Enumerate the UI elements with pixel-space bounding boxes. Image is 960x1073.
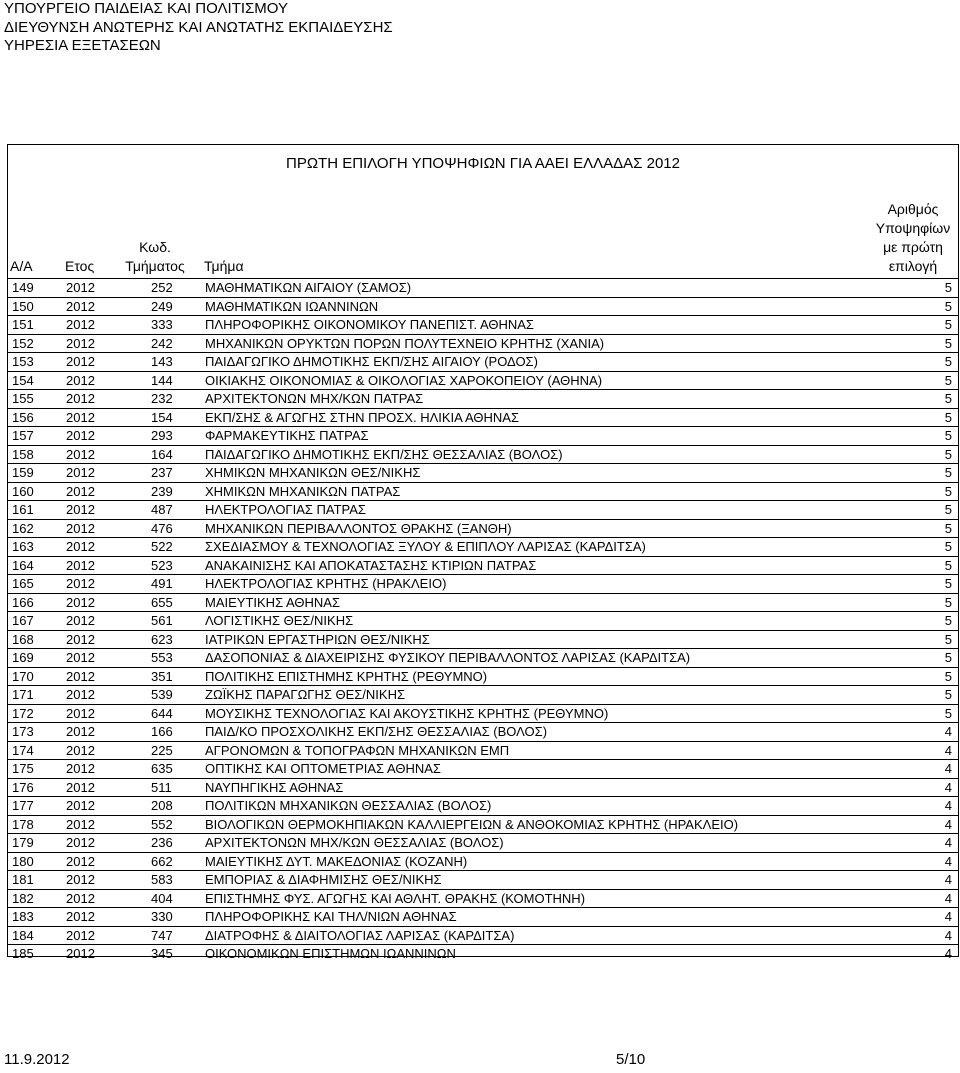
row-code: 655 [151,594,173,610]
row-count: 5 [944,520,952,536]
row-year: 2012 [66,909,95,924]
row-count: 5 [944,372,952,388]
row-aa: 152 [12,335,34,351]
row-count: 4 [944,761,952,776]
row-code: 561 [151,613,173,628]
row-aa: 161 [12,502,34,517]
table-row [8,298,958,317]
row-aa: 154 [12,372,34,388]
row-department: ΟΙΚΟΝΟΜΙΚΩΝ ΕΠΙΣΤΗΜΩΝ ΙΩΑΝΝΙΝΩΝ [205,946,456,961]
row-count: 4 [944,872,952,887]
row-year: 2012 [66,280,95,295]
column-header-year: Ετος [65,258,95,274]
row-year: 2012 [66,594,95,610]
row-count: 4 [944,890,952,906]
row-count: 4 [944,835,952,850]
row-code: 345 [151,946,173,961]
row-aa: 182 [12,890,34,906]
row-aa: 179 [12,835,34,850]
row-count: 5 [944,317,952,332]
row-code: 225 [151,742,173,758]
table-row [8,594,958,613]
row-aa: 157 [12,428,34,443]
column-header-count-line4: επιλογή [888,258,938,274]
row-count: 5 [944,483,952,499]
row-year: 2012 [66,724,95,739]
row-year: 2012 [66,927,95,943]
row-department: ΛΟΓΙΣΤΙΚΗΣ ΘΕΣ/ΝΙΚΗΣ [205,613,354,628]
table-row [8,612,958,631]
table-row [8,631,958,650]
row-code: 333 [151,317,173,332]
row-aa: 176 [12,779,34,795]
table-row [8,760,958,779]
row-count: 4 [944,946,952,961]
row-year: 2012 [66,446,95,462]
row-code: 635 [151,761,173,776]
row-code: 644 [151,705,173,721]
table-row [8,464,958,483]
row-code: 522 [151,539,173,554]
row-year: 2012 [66,557,95,573]
row-code: 623 [151,631,173,647]
row-code: 330 [151,909,173,924]
table-row [8,427,958,446]
row-aa: 166 [12,594,34,610]
table-row [8,483,958,502]
row-count: 5 [944,576,952,591]
table-row [8,575,958,594]
table-row [8,723,958,742]
row-department: ΠΛΗΡΟΦΟΡΙΚΗΣ ΚΑΙ ΤΗΛ/ΝΙΩΝ ΑΘΗΝΑΣ [205,909,457,924]
row-count: 5 [944,298,952,314]
row-aa: 165 [12,576,34,591]
column-header-code-line2: Τμήματος [125,258,185,274]
row-department: ΜΑΘΗΜΑΤΙΚΩΝ ΑΙΓΑΙΟΥ (ΣΑΜΟΣ) [205,280,412,295]
table-row [8,390,958,409]
row-department: ΜΗΧΑΝΙΚΩΝ ΠΕΡΙΒΑΛΛΟΝΤΟΣ ΘΡΑΚΗΣ (ΞΑΝΘΗ) [205,520,512,536]
results-table [7,144,959,961]
table-row [8,742,958,761]
row-aa: 169 [12,650,34,665]
row-aa: 160 [12,483,34,499]
row-department: ΣΧΕΔΙΑΣΜΟΥ & ΤΕΧΝΟΛΟΓΙΑΣ ΞΥΛΟΥ & ΕΠΙΠΛΟΥ ΛΑΡΙΣΑΣ (ΚΑΡΔΙΤΣΑ) [205,539,646,554]
row-year: 2012 [66,687,95,702]
row-department: ΟΠΤΙΚΗΣ ΚΑΙ ΟΠΤΟΜΕΤΡΙΑΣ ΑΘΗΝΑΣ [205,761,441,776]
row-year: 2012 [66,761,95,776]
row-year: 2012 [66,354,95,369]
row-department: ΜΑΘΗΜΑΤΙΚΩΝ ΙΩΑΝΝΙΝΩΝ [205,298,379,314]
row-code: 404 [151,890,173,906]
row-code: 164 [151,446,173,462]
row-department: ΜΑΙΕΥΤΙΚΗΣ ΑΘΗΝΑΣ [205,594,340,610]
row-year: 2012 [66,890,95,906]
row-department: ΑΡΧΙΤΕΚΤΟΝΩΝ ΜΗΧ/ΚΩΝ ΠΑΤΡΑΣ [205,391,424,406]
row-year: 2012 [66,613,95,628]
row-department: ΧΗΜΙΚΩΝ ΜΗΧΑΝΙΚΩΝ ΘΕΣ/ΝΙΚΗΣ [205,465,421,480]
column-header-count-line2: Υποψηφίων [875,220,951,236]
column-header-aa: Α/Α [10,258,33,274]
row-code: 236 [151,835,173,850]
row-aa: 163 [12,539,34,554]
row-year: 2012 [66,742,95,758]
row-department: ΝΑΥΠΗΓΙΚΗΣ ΑΘΗΝΑΣ [205,779,344,795]
table-row [8,668,958,687]
row-aa: 159 [12,465,34,480]
row-aa: 173 [12,724,34,739]
row-aa: 177 [12,798,34,813]
row-year: 2012 [66,483,95,499]
row-count: 4 [944,853,952,869]
row-year: 2012 [66,298,95,314]
row-code: 747 [151,927,173,943]
column-header-count [870,200,956,276]
row-aa: 168 [12,631,34,647]
row-department: ΠΑΙΔΑΓΩΓΙΚΟ ΔΗΜΟΤΙΚΗΣ ΕΚΠ/ΣΗΣ ΑΙΓΑΙΟΥ (ΡΟΔΟΣ) [205,354,538,369]
row-department: ΑΝΑΚΑΙΝΙΣΗΣ ΚΑΙ ΑΠΟΚΑΤΑΣΤΑΣΗΣ ΚΤΙΡΙΩΝ ΠΑΤΡΑΣ [205,557,537,573]
row-count: 4 [944,909,952,924]
row-department: ΜΑΙΕΥΤΙΚΗΣ ΔΥΤ. ΜΑΚΕΔΟΝΙΑΣ (ΚΟΖΑΝΗ) [205,853,468,869]
row-aa: 167 [12,613,34,628]
row-department: ΧΗΜΙΚΩΝ ΜΗΧΑΝΙΚΩΝ ΠΑΤΡΑΣ [205,483,401,499]
row-year: 2012 [66,576,95,591]
row-count: 5 [944,409,952,425]
row-count: 5 [944,613,952,628]
row-code: 239 [151,483,173,499]
row-aa: 164 [12,557,34,573]
row-code: 583 [151,872,173,887]
row-count: 5 [944,557,952,573]
table-row [8,353,958,372]
table-row [8,446,958,465]
row-aa: 156 [12,409,34,425]
column-header-code-line1: Κωδ. [139,239,171,255]
row-department: ΠΑΙΔΑΓΩΓΙΚΟ ΔΗΜΟΤΙΚΗΣ ΕΚΠ/ΣΗΣ ΘΕΣΣΑΛΙΑΣ (ΒΟΛΟΣ) [205,446,563,462]
row-aa: 170 [12,668,34,684]
row-code: 144 [151,372,173,388]
table-row [8,649,958,668]
column-header-department: Τμήμα [204,258,244,274]
column-header-code [119,238,191,276]
row-code: 553 [151,650,173,665]
row-aa: 174 [12,742,34,758]
row-count: 5 [944,335,952,351]
row-count: 5 [944,354,952,369]
row-aa: 171 [12,687,34,702]
ministry-name: ΥΠΟΥΡΓΕΙΟ ΠΑΙΔΕΙΑΣ ΚΑΙ ΠΟΛΙΤΙΣΜΟΥ [4,0,288,17]
row-count: 4 [944,724,952,739]
row-department: ΖΩΪΚΗΣ ΠΑΡΑΓΩΓΗΣ ΘΕΣ/ΝΙΚΗΣ [205,687,406,702]
row-aa: 151 [12,317,34,332]
row-department: ΙΑΤΡΙΚΩΝ ΕΡΓΑΣΤΗΡΙΩΝ ΘΕΣ/ΝΙΚΗΣ [205,631,430,647]
row-year: 2012 [66,502,95,517]
row-year: 2012 [66,853,95,869]
table-row [8,557,958,576]
row-year: 2012 [66,465,95,480]
table-row [8,797,958,816]
row-count: 5 [944,428,952,443]
row-year: 2012 [66,409,95,425]
row-department: ΕΠΙΣΤΗΜΗΣ ΦΥΣ. ΑΓΩΓΗΣ ΚΑΙ ΑΘΛΗΤ. ΘΡΑΚΗΣ (ΚΟΜΟΤΗΝΗ) [205,890,586,906]
row-department: ΟΙΚΙΑΚΗΣ ΟΙΚΟΝΟΜΙΑΣ & ΟΙΚΟΛΟΓΙΑΣ ΧΑΡΟΚΟΠΕΙΟΥ (ΑΘΗΝΑ) [205,372,603,388]
row-aa: 184 [12,927,34,943]
row-count: 4 [944,816,952,832]
table-row [8,335,958,354]
row-year: 2012 [66,816,95,832]
row-aa: 183 [12,909,34,924]
row-code: 249 [151,298,173,314]
table-row [8,871,958,890]
row-year: 2012 [66,705,95,721]
row-year: 2012 [66,946,95,961]
row-code: 539 [151,687,173,702]
row-year: 2012 [66,798,95,813]
row-department: ΦΑΡΜΑΚΕΥΤΙΚΗΣ ΠΑΤΡΑΣ [205,428,369,443]
row-code: 252 [151,280,173,295]
row-count: 5 [944,465,952,480]
table-row [8,890,958,909]
table-row [8,853,958,872]
row-count: 4 [944,742,952,758]
row-aa: 175 [12,761,34,776]
row-code: 154 [151,409,173,425]
row-count: 5 [944,650,952,665]
document-header [4,0,393,56]
table-row [8,409,958,428]
row-aa: 180 [12,853,34,869]
row-aa: 178 [12,816,34,832]
row-code: 476 [151,520,173,536]
row-department: ΜΗΧΑΝΙΚΩΝ ΟΡΥΚΤΩΝ ΠΟΡΩΝ ΠΟΛΥΤΕΧΝΕΙΟ ΚΡΗΤΗΣ (ΧΑΝΙΑ) [205,335,605,351]
service-name: ΥΗΡΕΣΙΑ ΕΞΕΤΑΣΕΩΝ [4,37,161,54]
table-body [8,279,958,964]
table-row [8,927,958,946]
row-code: 232 [151,391,173,406]
row-code: 143 [151,354,173,369]
row-department: ΒΙΟΛΟΓΙΚΩΝ ΘΕΡΜΟΚΗΠΙΑΚΩΝ ΚΑΛΛΙΕΡΓΕΙΩΝ & ΑΝΘΟΚΟΜΙΑΣ ΚΡΗΤΗΣ (ΗΡΑΚΛΕΙΟ) [205,816,739,832]
row-year: 2012 [66,668,95,684]
directorate-name: ΔΙΕΥΘΥΝΣΗ ΑΝΩΤΕΡΗΣ ΚΑΙ ΑΝΩΤΑΤΗΣ ΕΚΠΑΙΔΕΥΣΗΣ [4,18,393,36]
row-department: ΕΚΠ/ΣΗΣ & ΑΓΩΓΗΣ ΣΤΗΝ ΠΡΟΣΧ. ΗΛΙΚΙΑ ΑΘΗΝΑΣ [205,409,519,425]
row-year: 2012 [66,520,95,536]
row-code: 487 [151,502,173,517]
row-code: 208 [151,798,173,813]
row-year: 2012 [66,428,95,443]
table-row [8,538,958,557]
row-count: 5 [944,539,952,554]
row-code: 293 [151,428,173,443]
table-title: ΠΡΩΤΗ ΕΠΙΛΟΓΗ ΥΠΟΨΗΦΙΩΝ ΓΙΑ ΑΑΕΙ ΕΛΛΑΔΑΣ 2012 [286,155,680,172]
table-row [8,834,958,853]
row-code: 523 [151,557,173,573]
row-year: 2012 [66,650,95,665]
row-aa: 155 [12,391,34,406]
row-aa: 185 [12,946,34,961]
row-count: 4 [944,927,952,943]
row-aa: 150 [12,298,34,314]
row-aa: 172 [12,705,34,721]
table-header [8,183,958,279]
table-row [8,501,958,520]
table-row [8,686,958,705]
row-department: ΑΡΧΙΤΕΚΤΟΝΩΝ ΜΗΧ/ΚΩΝ ΘΕΣΣΑΛΙΑΣ (ΒΟΛΟΣ) [205,835,504,850]
footer-date: 11.9.2012 [4,1051,70,1068]
table-row [8,705,958,724]
row-count: 5 [944,594,952,610]
row-department: ΠΑΙΔ/ΚΟ ΠΡΟΣΧΟΛΙΚΗΣ ΕΚΠ/ΣΗΣ ΘΕΣΣΑΛΙΑΣ (ΒΟΛΟΣ) [205,724,548,739]
row-aa: 181 [12,872,34,887]
table-row [8,908,958,927]
row-code: 491 [151,576,173,591]
row-department: ΕΜΠΟΡΙΑΣ & ΔΙΑΦΗΜΙΣΗΣ ΘΕΣ/ΝΙΚΗΣ [205,872,442,887]
row-department: ΜΟΥΣΙΚΗΣ ΤΕΧΝΟΛΟΓΙΑΣ ΚΑΙ ΑΚΟΥΣΤΙΚΗΣ ΚΡΗΤΗΣ (ΡΕΘΥΜΝΟ) [205,705,609,721]
row-code: 237 [151,465,173,480]
table-row [8,779,958,798]
table-row [8,279,958,298]
row-code: 166 [151,724,173,739]
table-row [8,316,958,335]
row-code: 662 [151,853,173,869]
row-year: 2012 [66,631,95,647]
row-count: 4 [944,798,952,813]
row-department: ΔΙΑΤΡΟΦΗΣ & ΔΙΑΙΤΟΛΟΓΙΑΣ ΛΑΡΙΣΑΣ (ΚΑΡΔΙΤΣΑ) [205,927,515,943]
row-year: 2012 [66,779,95,795]
row-code: 351 [151,668,173,684]
row-count: 5 [944,687,952,702]
row-department: ΠΛΗΡΟΦΟΡΙΚΗΣ ΟΙΚΟΝΟΜΙΚΟΥ ΠΑΝΕΠΙΣΤ. ΑΘΗΝΑΣ [205,317,534,332]
row-year: 2012 [66,872,95,887]
column-header-count-line3: με πρώτη [883,239,943,255]
row-count: 5 [944,631,952,647]
row-department: ΗΛΕΚΤΡΟΛΟΓΙΑΣ ΚΡΗΤΗΣ (ΗΡΑΚΛΕΙΟ) [205,576,447,591]
row-count: 5 [944,280,952,295]
row-count: 5 [944,502,952,517]
table-row [8,372,958,391]
row-count: 5 [944,668,952,684]
table-row [8,945,958,964]
row-department: ΔΑΣΟΠΟΝΙΑΣ & ΔΙΑΧΕΙΡΙΣΗΣ ΦΥΣΙΚΟΥ ΠΕΡΙΒΑΛΛΟΝΤΟΣ ΛΑΡΙΣΑΣ (ΚΑΡΔΙΤΣΑ) [205,650,691,665]
row-aa: 158 [12,446,34,462]
row-aa: 149 [12,280,34,295]
row-year: 2012 [66,372,95,388]
row-count: 4 [944,779,952,795]
row-year: 2012 [66,835,95,850]
row-code: 511 [151,779,172,795]
row-aa: 162 [12,520,34,536]
row-count: 5 [944,391,952,406]
table-row [8,816,958,835]
column-header-count-line1: Αριθμός [887,201,939,217]
row-code: 242 [151,335,173,351]
row-year: 2012 [66,539,95,554]
row-year: 2012 [66,335,95,351]
row-department: ΑΓΡΟΝΟΜΩΝ & ΤΟΠΟΓΡΑΦΩΝ ΜΗΧΑΝΙΚΩΝ ΕΜΠ [205,742,510,758]
row-department: ΠΟΛΙΤΙΚΩΝ ΜΗΧΑΝΙΚΩΝ ΘΕΣΣΑΛΙΑΣ (ΒΟΛΟΣ) [205,798,492,813]
row-department: ΠΟΛΙΤΙΚΗΣ ΕΠΙΣΤΗΜΗΣ ΚΡΗΤΗΣ (ΡΕΘΥΜΝΟ) [205,668,488,684]
row-year: 2012 [66,391,95,406]
row-year: 2012 [66,317,95,332]
row-department: ΗΛΕΚΤΡΟΛΟΓΙΑΣ ΠΑΤΡΑΣ [205,502,366,517]
footer-page-number: 5/10 [616,1051,646,1068]
table-row [8,520,958,539]
row-code: 552 [151,816,173,832]
row-aa: 153 [12,354,34,369]
row-count: 5 [944,705,952,721]
row-count: 5 [944,446,952,462]
